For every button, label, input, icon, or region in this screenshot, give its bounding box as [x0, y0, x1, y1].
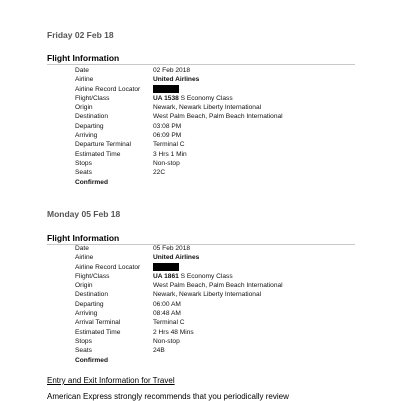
- detail-row: [75, 122, 375, 131]
- detail-value: [153, 159, 180, 168]
- detail-row: [75, 75, 375, 84]
- detail-label: Airline Record Locator: [75, 85, 141, 93]
- detail-row: [75, 112, 375, 121]
- value-text: Terminal C: [153, 141, 185, 149]
- detail-label: Departing: [75, 122, 104, 130]
- detail-value: [153, 94, 233, 103]
- detail-row: [75, 272, 375, 281]
- detail-value: [153, 131, 181, 140]
- detail-value: [153, 328, 194, 337]
- detail-row: [75, 103, 375, 112]
- detail-value: [153, 346, 165, 355]
- value-text: 05 Feb 2018: [153, 245, 191, 252]
- detail-row: [75, 159, 375, 168]
- flight-details-1: [75, 66, 375, 187]
- value-text: S Economy Class: [178, 272, 233, 280]
- detail-label: Destination: [75, 291, 108, 299]
- detail-label: Estimated Time: [75, 328, 121, 336]
- value-text: 24B: [153, 347, 165, 355]
- value-text: Terminal C: [153, 319, 185, 327]
- value-text: 08:48 AM: [153, 310, 181, 318]
- detail-label: Stops: [75, 159, 92, 167]
- detail-row: [75, 66, 375, 75]
- day-heading: Monday 05 Feb 18: [47, 209, 121, 219]
- detail-label: Date: [75, 245, 89, 252]
- detail-value: [153, 122, 181, 131]
- value-text: 06:00 AM: [153, 300, 181, 308]
- section-divider: [47, 64, 355, 65]
- value-text: 02 Feb 2018: [153, 67, 191, 74]
- detail-row: [75, 346, 375, 355]
- detail-label: Destination: [75, 113, 108, 121]
- detail-value: [153, 244, 190, 253]
- detail-row: [75, 309, 375, 318]
- detail-label: Seats: [75, 169, 92, 177]
- detail-value: [153, 281, 283, 290]
- flight-number: UA 1538: [153, 94, 179, 102]
- detail-label: Airline: [75, 254, 94, 262]
- detail-row: [75, 244, 375, 253]
- detail-label: Origin: [75, 104, 93, 112]
- section-title: Flight Information: [47, 233, 120, 243]
- value-text: Newark, Newark Liberty International: [153, 104, 262, 112]
- detail-value: [153, 85, 179, 94]
- booking-status: Confirmed: [75, 356, 108, 364]
- detail-row: [75, 318, 375, 327]
- value-text: 2 Hrs 48 Mins: [153, 328, 194, 336]
- redacted-block: [153, 263, 179, 271]
- value-text: Newark, Newark Liberty International: [153, 291, 262, 299]
- detail-row: [75, 253, 375, 262]
- detail-value: [153, 150, 187, 159]
- detail-row: [75, 300, 375, 309]
- detail-label: Departing: [75, 300, 104, 308]
- redacted-block: [153, 85, 179, 93]
- detail-label: Airline: [75, 76, 94, 84]
- detail-label: Arriving: [75, 310, 98, 318]
- value-text: 06:09 PM: [153, 132, 182, 140]
- value-text: 22C: [153, 169, 166, 177]
- booking-status: Confirmed: [75, 178, 108, 186]
- detail-value: [153, 66, 190, 75]
- detail-value: [153, 140, 185, 149]
- detail-label: Origin: [75, 282, 93, 290]
- detail-label: Date: [75, 67, 89, 74]
- value-text: United Airlines: [153, 254, 200, 262]
- value-text: Non-stop: [153, 159, 180, 167]
- value-text: Non-stop: [153, 337, 180, 345]
- detail-label: Estimated Time: [75, 150, 121, 158]
- value-text: 3 Hrs 1 Min: [153, 150, 187, 158]
- detail-label: Airline Record Locator: [75, 263, 141, 271]
- detail-label: Arrival Terminal: [75, 319, 121, 327]
- detail-value: [153, 309, 181, 318]
- value-text: 03:08 PM: [153, 122, 182, 130]
- detail-label: Stops: [75, 337, 92, 345]
- amex-notice: American Express strongly recommends that you periodically review: [47, 392, 289, 401]
- detail-value: [153, 272, 233, 281]
- detail-row: [75, 150, 375, 159]
- detail-row: [75, 85, 375, 94]
- value-text: S Economy Class: [178, 94, 233, 102]
- flight-details-2: [75, 244, 375, 365]
- detail-label: Flight/Class: [75, 272, 110, 280]
- day-heading: Friday 02 Feb 18: [47, 30, 114, 40]
- detail-row: [75, 328, 375, 337]
- section-title: Flight Information: [47, 53, 120, 63]
- detail-value: [153, 168, 165, 177]
- detail-value: [153, 263, 179, 272]
- detail-row: [75, 337, 375, 346]
- detail-value: [153, 318, 185, 327]
- value-text: West Palm Beach, Palm Beach International: [153, 282, 283, 290]
- value-text: West Palm Beach, Palm Beach International: [153, 113, 283, 121]
- detail-value: [153, 300, 181, 309]
- detail-row: [75, 281, 375, 290]
- detail-row: [75, 168, 375, 177]
- detail-row: [75, 140, 375, 149]
- detail-label: Flight/Class: [75, 94, 110, 102]
- detail-row: [75, 131, 375, 140]
- detail-label: Departure Terminal: [75, 141, 131, 149]
- detail-row: [75, 263, 375, 272]
- detail-label: Seats: [75, 347, 92, 355]
- detail-label: Arriving: [75, 132, 98, 140]
- detail-value: [153, 103, 261, 112]
- detail-value: [153, 290, 261, 299]
- detail-value: [153, 337, 180, 346]
- detail-value: [153, 75, 199, 84]
- entry-exit-link[interactable]: Entry and Exit Information for Travel: [47, 376, 175, 385]
- detail-row: [75, 290, 375, 299]
- detail-value: [153, 253, 199, 262]
- detail-value: [153, 112, 283, 121]
- value-text: United Airlines: [153, 76, 200, 84]
- flight-number: UA 1861: [153, 272, 179, 280]
- detail-row: [75, 94, 375, 103]
